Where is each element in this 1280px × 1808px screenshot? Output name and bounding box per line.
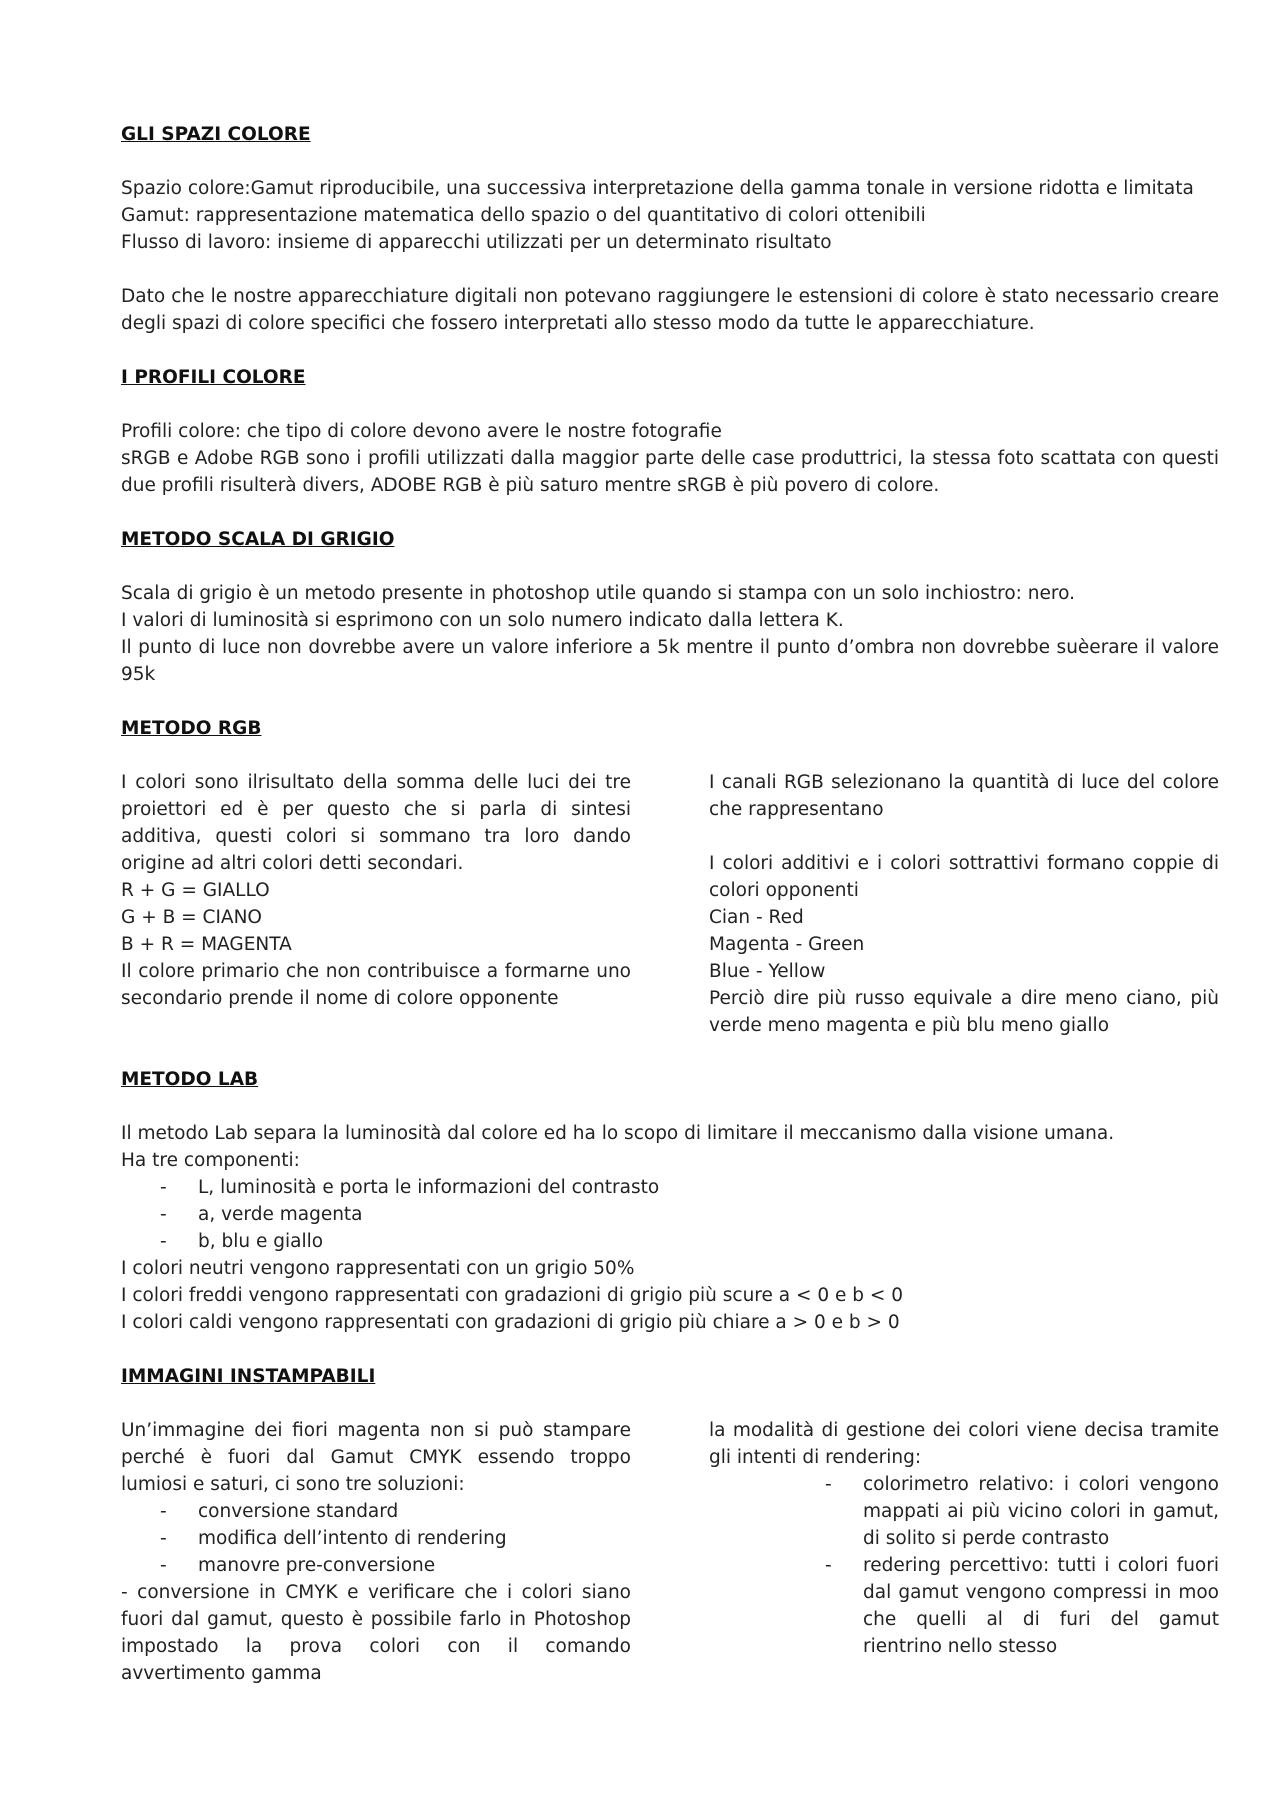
- paragraph: Spazio colore:Gamut riproducibile, una successiva interpretazione della gamma tonale in versione ridotta e limitata: [121, 178, 1194, 199]
- dash-bullet: -: [825, 1474, 832, 1495]
- paragraph: Profili colore: che tipo di colore devono avere le nostre fotografie: [121, 421, 722, 442]
- pair-line: Magenta - Green: [709, 934, 865, 955]
- dash-bullet: -: [825, 1555, 832, 1576]
- paragraph: - conversione in CMYK e verificare che i colori siano fuori dal gamut, questo è possibile farlo in Photoshop impostado la prova colori con il comando avvertimento gamma: [121, 1582, 631, 1684]
- formula-line: R + G = GIALLO: [121, 880, 270, 901]
- left-column: [121, 1417, 631, 1687]
- paragraph: Flusso di lavoro: insieme di apparecchi utilizzati per un determinato risultato: [121, 232, 832, 253]
- section-heading-scala-di-grigio: METODO SCALA DI GRIGIO: [121, 529, 395, 550]
- list-item: - b, blu e giallo: [121, 1228, 1219, 1255]
- formula-line: G + B = CIANO: [121, 907, 262, 928]
- list-item: - modifica dell’intento di rendering: [121, 1525, 631, 1552]
- list-item: - colorimetro relativo: i colori vengono mappati ai più vicino colori in gamut, di solito si perde contrasto: [709, 1471, 1219, 1552]
- paragraph: Scala di grigio è un metodo presente in photoshop utile quando si stampa con un solo inchiostro: nero.: [121, 583, 1075, 604]
- list-item: - a, verde magenta: [121, 1201, 1219, 1228]
- dash-bullet: -: [160, 1204, 167, 1225]
- dash-bullet: -: [160, 1501, 167, 1522]
- section-heading-metodo-lab: METODO LAB: [121, 1069, 259, 1090]
- paragraph: la modalità di gestione dei colori viene decisa tramite gli intenti di rendering:: [709, 1420, 1219, 1468]
- paragraph: Gamut: rappresentazione matematica dello spazio o del quantitativo di colori ottenibili: [121, 205, 926, 226]
- section-heading-immagini-instampabili: IMMAGINI INSTAMPABILI: [121, 1366, 376, 1387]
- dash-bullet: -: [160, 1528, 167, 1549]
- left-column: [121, 769, 631, 1039]
- rendering-intents-list: [709, 1471, 1219, 1660]
- paragraph: I canali RGB selezionano la quantità di luce del colore che rappresentano: [709, 772, 1219, 820]
- paragraph: Ha tre componenti:: [121, 1150, 300, 1171]
- paragraph: Il punto di luce non dovrebbe avere un valore inferiore a 5k mentre il punto d’ombra non dovrebbe suèerare il valore 95k: [121, 637, 1219, 685]
- paragraph: I valori di luminosità si esprimono con un solo numero indicato dalla lettera K.: [121, 610, 844, 631]
- paragraph: Dato che le nostre apparecchiature digitali non potevano raggiungere le estensioni di colore è stato necessario creare degli spazi di colore specifici che fossero interpretati allo stesso modo da tutte le apparecchiature.: [121, 286, 1219, 334]
- paragraph: Il metodo Lab separa la luminosità dal colore ed ha lo scopo di limitare il meccanismo dalla visione umana.: [121, 1123, 1115, 1144]
- document-content: [121, 121, 1219, 1687]
- paragraph: I colori caldi vengono rappresentati con gradazioni di grigio più chiare a > 0 e b > 0: [121, 1312, 900, 1333]
- paragraph: Il colore primario che non contribuisce a formarne uno secondario prende il nome di colore opponente: [121, 961, 631, 1009]
- section-heading-spazi-colore: GLI SPAZI COLORE: [121, 124, 311, 145]
- paragraph: I colori sono ilrisultato della somma delle luci dei tre proiettori ed è per questo che si parla di sintesi additiva, questi colori si sommano tra loro dando origine ad altri colori detti secondari.: [121, 772, 631, 874]
- paragraph: Un’immagine dei fiori magenta non si può stampare perché è fuori dal Gamut CMYK essendo troppo lumiosi e saturi, ci sono tre soluzioni:: [121, 1420, 631, 1495]
- solutions-list: [121, 1498, 631, 1579]
- right-column: [709, 1417, 1219, 1687]
- right-column: [709, 769, 1219, 1039]
- formula-line: B + R = MAGENTA: [121, 934, 292, 955]
- dash-bullet: -: [160, 1555, 167, 1576]
- section-heading-metodo-rgb: METODO RGB: [121, 718, 262, 739]
- paragraph: Perciò dire più russo equivale a dire meno ciano, più verde meno magenta e più blu meno giallo: [709, 988, 1219, 1036]
- paragraph: sRGB e Adobe RGB sono i profili utilizzati dalla maggior parte delle case produttrici, la stessa foto scattata con questi due profili risulterà divers, ADOBE RGB è più saturo mentre sRGB è più povero di colore.: [121, 448, 1219, 496]
- pair-line: Cian - Red: [709, 907, 804, 928]
- list-item: - manovre pre-conversione: [121, 1552, 631, 1579]
- two-column-block-rgb: [121, 769, 1219, 1039]
- lab-components-list: [121, 1174, 1219, 1255]
- dash-bullet: -: [160, 1231, 167, 1252]
- section-heading-profili-colore: I PROFILI COLORE: [121, 367, 306, 388]
- paragraph: I colori neutri vengono rappresentati con un grigio 50%: [121, 1258, 635, 1279]
- pair-line: Blue - Yellow: [709, 961, 826, 982]
- list-item: - redering percettivo: tutti i colori fuori dal gamut vengono compressi in moo che quelli al di furi del gamut rientrino nello stesso: [709, 1552, 1219, 1660]
- dash-bullet: -: [160, 1177, 167, 1198]
- paragraph: I colori freddi vengono rappresentati con gradazioni di grigio più scure a < 0 e b < 0: [121, 1285, 904, 1306]
- list-item: - conversione standard: [121, 1498, 631, 1525]
- list-item: - L, luminosità e porta le informazioni del contrasto: [121, 1174, 1219, 1201]
- paragraph: I colori additivi e i colori sottrattivi formano coppie di colori opponenti: [709, 853, 1219, 901]
- two-column-block-instampabili: [121, 1417, 1219, 1687]
